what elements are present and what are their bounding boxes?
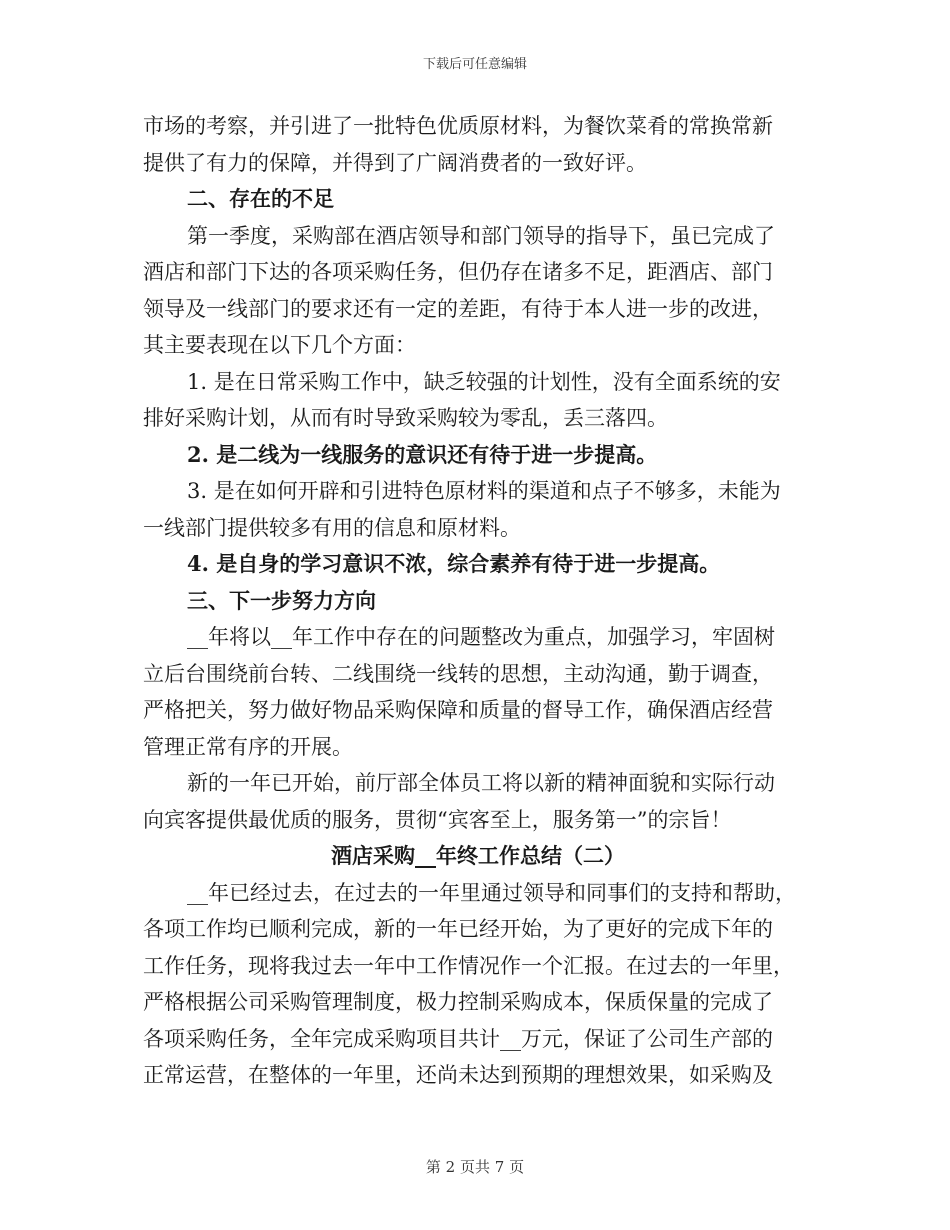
text-line: 3. 是在如何开辟和引进特色原材料的渠道和点子不够多，未能为 bbox=[187, 479, 781, 503]
text-line: 各项工作均已顺利完成，新的一年已经开始，为了更好的完成下年的 bbox=[143, 917, 773, 941]
text-line: 其主要表现在以下几个方面： bbox=[143, 333, 416, 357]
text-line: 向宾客提供最优质的服务，贯彻“宾客至上，服务第一”的宗旨！ bbox=[143, 807, 732, 832]
text-line: 市场的考察，并引进了一批特色优质原材料，为餐饮菜肴的常换常新 bbox=[143, 114, 773, 138]
text-line: 严格把关，努力做好物品采购保障和质量的督导工作，确保酒店经营 bbox=[143, 698, 773, 722]
heading-line: 三、下一步努力方向 bbox=[187, 587, 376, 613]
text-line: 第一季度，采购部在酒店领导和部门领导的指导下，虽已完成了 bbox=[187, 223, 775, 248]
document-body bbox=[143, 108, 813, 1094]
text-line: 领导及一线部门的要求还有一定的差距，有待于本人进一步的改进， bbox=[143, 296, 773, 321]
text-line: 立后台围绕前台转、二线围绕一线转的思想，主动沟通，勤于调查， bbox=[143, 661, 773, 686]
heading-line: 二、存在的不足 bbox=[187, 186, 334, 211]
text-line: __年将以__年工作中存在的问题整改为重点，加强学习，牢固树 bbox=[187, 625, 775, 649]
section-title: 酒店采购__年终工作总结（二） bbox=[331, 843, 625, 868]
text-line: 管理正常有序的开展。 bbox=[143, 734, 353, 759]
text-line: 1. 是在日常采购工作中，缺乏较强的计划性，没有全面系统的安 bbox=[187, 369, 781, 394]
text-line: 酒店和部门下达的各项采购任务，但仍存在诸多不足，距酒店、部门 bbox=[143, 260, 773, 284]
text-line: 新的一年已开始，前厅部全体员工将以新的精神面貌和实际行动 bbox=[187, 771, 775, 795]
text-line: 工作任务，现将我过去一年中工作情况作一个汇报。在过去的一年里， bbox=[143, 953, 794, 978]
page-footer: 第 2 页共 7 页 bbox=[425, 1158, 525, 1176]
text-line: 严格根据公司采购管理制度，极力控制采购成本，保质保量的完成了 bbox=[143, 990, 773, 1014]
text-line: 排好采购计划，从而有时导致采购较为零乱，丢三落四。 bbox=[143, 406, 668, 430]
heading-line: 4. 是自身的学习意识不浓，综合素养有待于进一步提高。 bbox=[187, 551, 721, 576]
text-line: 提供了有力的保障，并得到了广阔消费者的一致好评。 bbox=[143, 150, 647, 175]
text-line: 一线部门提供较多有用的信息和原材料。 bbox=[143, 515, 521, 540]
text-line: 正常运营，在整体的一年里，还尚未达到预期的理想效果，如采购及 bbox=[143, 1063, 773, 1087]
text-line: __年已经过去，在过去的一年里通过领导和同事们的支持和帮助， bbox=[187, 880, 796, 905]
heading-line: 2. 是二线为一线服务的意识还有待于进一步提高。 bbox=[187, 441, 658, 467]
text-line: 各项采购任务，全年完成采购项目共计__万元，保证了公司生产部的 bbox=[143, 1026, 773, 1051]
page-header: 下载后可任意编辑 bbox=[422, 57, 527, 72]
